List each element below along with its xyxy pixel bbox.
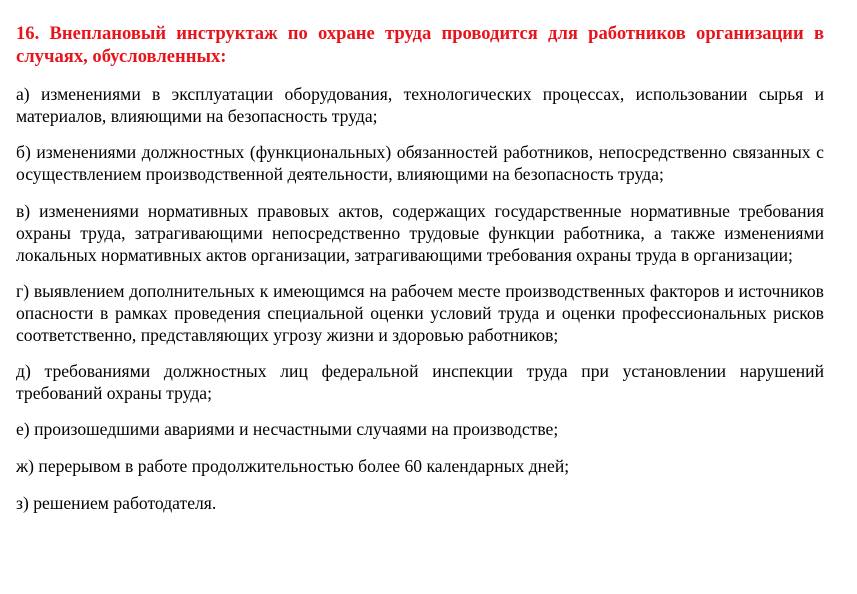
list-item: е) произошедшими авариями и несчастными случаями на производстве; bbox=[16, 419, 559, 439]
list-item: г) выявлением дополнительных к имеющимся на рабочем месте производственных факторов и источников опасности в рамках проведения специальной оценки условий труда и оценки профессиональных рисков соответственно, представляющих угрозу жизни и здоровью работников; bbox=[16, 281, 824, 345]
list-item: д) требованиями должностных лиц федеральной инспекции труда при установлении нарушений требований охраны труда; bbox=[16, 361, 824, 403]
list-item: а) изменениями в эксплуатации оборудования, технологических процессах, использовании сырья и материалов, влияющими на безопасность труда; bbox=[16, 84, 824, 126]
list-item: з) решением работодателя. bbox=[16, 493, 217, 513]
list-item: в) изменениями нормативных правовых актов, содержащих государственные нормативные требования охраны труда, затрагивающими непосредственно трудовые функции работника, а также изменениями локальных нормативных актов организации, затрагивающими требования охраны труда в организации; bbox=[16, 201, 824, 265]
conditions-list bbox=[16, 83, 824, 514]
list-item: б) изменениями должностных (функциональных) обязанностей работников, непосредственно связанных с осуществлением производственной деятельности, влияющими на безопасность труда; bbox=[16, 142, 824, 184]
document-page bbox=[16, 0, 824, 514]
list-item: ж) перерывом в работе продолжительностью более 60 календарных дней; bbox=[16, 456, 570, 476]
section-heading: 16. Внеплановый инструктаж по охране труда проводится для работников организации в случаях, обусловленных: bbox=[16, 23, 824, 67]
